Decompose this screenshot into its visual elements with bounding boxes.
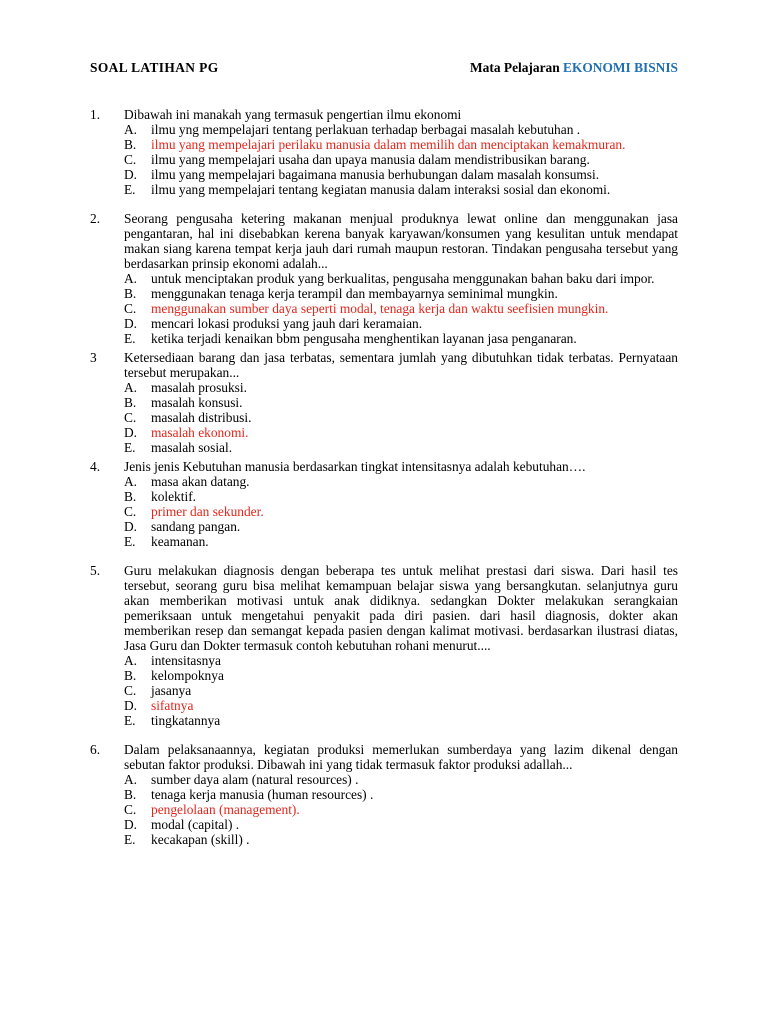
option-a — [124, 653, 678, 668]
option-text: sifatnya — [151, 698, 194, 713]
option-text: keamanan. — [151, 534, 209, 549]
option-e — [124, 331, 678, 346]
spacer — [90, 197, 678, 211]
question-stem: Guru melakukan diagnosis dengan beberapa tes untuk melihat prestasi dari siswa. Dari hasil tes tersebut, seorang guru bisa melihat kemampuan belajar siswa yang bersangkutan. selanjutnya guru akan memberikan motivasi untuk anak didiknya. sedangkan Dokter melakukan serangkaian pemeriksaan untuk mengetahui penyakit pada diri pasien. dari hasil diagnosis, dokter akan memberikan resep dan semangat kepada pasien dengan kalimat motivasi. berdasarkan ilustrasi diatas, Jasa Guru dan Dokter termasuk contoh kebutuhan rohani menurut.... — [124, 563, 678, 653]
option-a — [124, 474, 678, 489]
option-text: modal (capital) . — [151, 817, 240, 832]
question-list — [90, 107, 678, 847]
option-b — [124, 668, 678, 683]
question-number: 4. — [90, 459, 101, 474]
option-letter: A. — [124, 474, 138, 489]
question-stem: Dibawah ini manakah yang termasuk pengertian ilmu ekonomi — [124, 107, 462, 122]
option-e — [124, 832, 678, 847]
option-text: masalah ekonomi. — [151, 425, 249, 440]
option-letter: E. — [124, 832, 136, 847]
option-c — [124, 683, 678, 698]
option-d-answer — [124, 425, 678, 440]
option-text: kelompoknya — [151, 668, 224, 683]
question-stem: Dalam pelaksanaannya, kegiatan produksi memerlukan sumberdaya yang lazim dikenal dengan sebutan faktor produksi. Dibawah ini yang tidak termasuk faktor produksi adallah... — [124, 742, 678, 772]
subject-line — [470, 60, 678, 75]
spacer — [90, 728, 678, 742]
option-letter: E. — [124, 534, 136, 549]
spacer — [90, 549, 678, 563]
option-b — [124, 489, 678, 504]
option-letter: A. — [124, 380, 138, 395]
option-c-answer — [124, 802, 678, 817]
option-text: masa akan datang. — [151, 474, 250, 489]
option-e — [124, 182, 678, 197]
option-letter: C. — [124, 504, 137, 519]
question-4 — [90, 459, 678, 549]
option-text: menggunakan tenaga kerja terampil dan membayarnya seminimal mungkin. — [151, 286, 558, 301]
subject-name: EKONOMI BISNIS — [563, 60, 678, 75]
question-number: 1. — [90, 107, 101, 122]
option-a — [124, 380, 678, 395]
option-c — [124, 410, 678, 425]
option-text: ilmu yng mempelajari tentang perlakuan terhadap berbagai masalah kebutuhan . — [151, 122, 581, 137]
question-1 — [90, 107, 678, 197]
option-c-answer — [124, 301, 678, 316]
option-a — [124, 271, 678, 286]
option-letter: B. — [124, 489, 137, 504]
option-text: pengelolaan (management). — [151, 802, 300, 817]
question-number: 6. — [90, 742, 101, 757]
option-letter: C. — [124, 301, 137, 316]
option-letter: D. — [124, 519, 138, 534]
option-letter: C. — [124, 683, 137, 698]
option-text: sumber daya alam (natural resources) . — [151, 772, 359, 787]
option-letter: D. — [124, 316, 138, 331]
option-text: sandang pangan. — [151, 519, 241, 534]
option-e — [124, 440, 678, 455]
option-letter: B. — [124, 787, 137, 802]
option-letter: A. — [124, 653, 138, 668]
option-text: tenaga kerja manusia (human resources) . — [151, 787, 374, 802]
option-b-answer — [124, 137, 678, 152]
question-stem: Seorang pengusaha ketering makanan menjual produknya lewat online dan menggunakan jasa pengantaran, hal ini disebabkan kerena banyak karyawan/konsumen yang kesulitan untuk mendapat makan siang karena tempat kerja jauh dari rumah maupun restoran. Tindakan pengusaha tersebut yang berdasarkan prinsip ekonomi adalah... — [124, 211, 678, 271]
option-letter: E. — [124, 331, 136, 346]
option-text: ilmu yang mempelajari perilaku manusia dalam memilih dan menciptakan kemakmuran. — [151, 137, 626, 152]
option-text: ilmu yang mempelajari usaha dan upaya manusia dalam mendistribusikan barang. — [151, 152, 590, 167]
option-a — [124, 122, 678, 137]
option-text: primer dan sekunder. — [151, 504, 264, 519]
option-letter: B. — [124, 137, 137, 152]
option-text: masalah konsusi. — [151, 395, 243, 410]
option-b — [124, 286, 678, 301]
option-letter: B. — [124, 286, 137, 301]
option-letter: E. — [124, 440, 136, 455]
option-letter: C. — [124, 802, 137, 817]
option-d — [124, 167, 678, 182]
option-text: ilmu yang mempelajari tentang kegiatan manusia dalam interaksi sosial dan ekonomi. — [151, 182, 611, 197]
option-d — [124, 316, 678, 331]
option-a — [124, 772, 678, 787]
option-e — [124, 534, 678, 549]
option-letter: E. — [124, 713, 136, 728]
question-6 — [90, 742, 678, 847]
question-3 — [90, 350, 678, 455]
option-letter: A. — [124, 122, 138, 137]
option-d — [124, 817, 678, 832]
question-number: 2. — [90, 211, 101, 226]
option-text: masalah prosuksi. — [151, 380, 247, 395]
option-text: jasanya — [151, 683, 192, 698]
option-text: tingkatannya — [151, 713, 221, 728]
option-d — [124, 519, 678, 534]
option-c — [124, 152, 678, 167]
option-text: masalah distribusi. — [151, 410, 252, 425]
option-text: ilmu yang mempelajari bagaimana manusia berhubungan dalam masalah konsumsi. — [151, 167, 600, 182]
option-letter: C. — [124, 152, 137, 167]
question-stem: Jenis jenis Kebutuhan manusia berdasarkan tingkat intensitasnya adalah kebutuhan…. — [124, 459, 586, 474]
question-5 — [90, 563, 678, 728]
question-stem: Ketersediaan barang dan jasa terbatas, sementara jumlah yang dibutuhkan tidak terbatas. Pernyataan tersebut merupakan... — [124, 350, 678, 380]
option-letter: B. — [124, 668, 137, 683]
option-text: kolektif. — [151, 489, 196, 504]
question-2 — [90, 211, 678, 346]
option-b — [124, 395, 678, 410]
subject-label: Mata Pelajaran — [470, 60, 560, 75]
question-number: 5. — [90, 563, 101, 578]
option-text: menggunakan sumber daya seperti modal, tenaga kerja dan waktu seefisien mungkin. — [151, 301, 609, 316]
option-text: masalah sosial. — [151, 440, 233, 455]
option-text: ketika terjadi kenaikan bbm pengusaha menghentikan layanan jasa penganaran. — [151, 331, 577, 346]
option-letter: C. — [124, 410, 137, 425]
option-letter: D. — [124, 425, 138, 440]
document-title: SOAL LATIHAN PG — [90, 60, 219, 75]
option-b — [124, 787, 678, 802]
option-letter: D. — [124, 698, 138, 713]
option-text: mencari lokasi produksi yang jauh dari keramaian. — [151, 316, 423, 331]
option-letter: A. — [124, 772, 138, 787]
option-c-answer — [124, 504, 678, 519]
option-letter: A. — [124, 271, 138, 286]
question-number: 3 — [90, 350, 97, 365]
option-letter: D. — [124, 817, 138, 832]
option-text: kecakapan (skill) . — [151, 832, 250, 847]
option-e — [124, 713, 678, 728]
option-letter: B. — [124, 395, 137, 410]
option-d-answer — [124, 698, 678, 713]
option-text: intensitasnya — [151, 653, 221, 668]
option-letter: E. — [124, 182, 136, 197]
option-letter: D. — [124, 167, 138, 182]
option-text: untuk menciptakan produk yang berkualitas, pengusaha menggunakan bahan baku dari impor. — [151, 271, 655, 286]
